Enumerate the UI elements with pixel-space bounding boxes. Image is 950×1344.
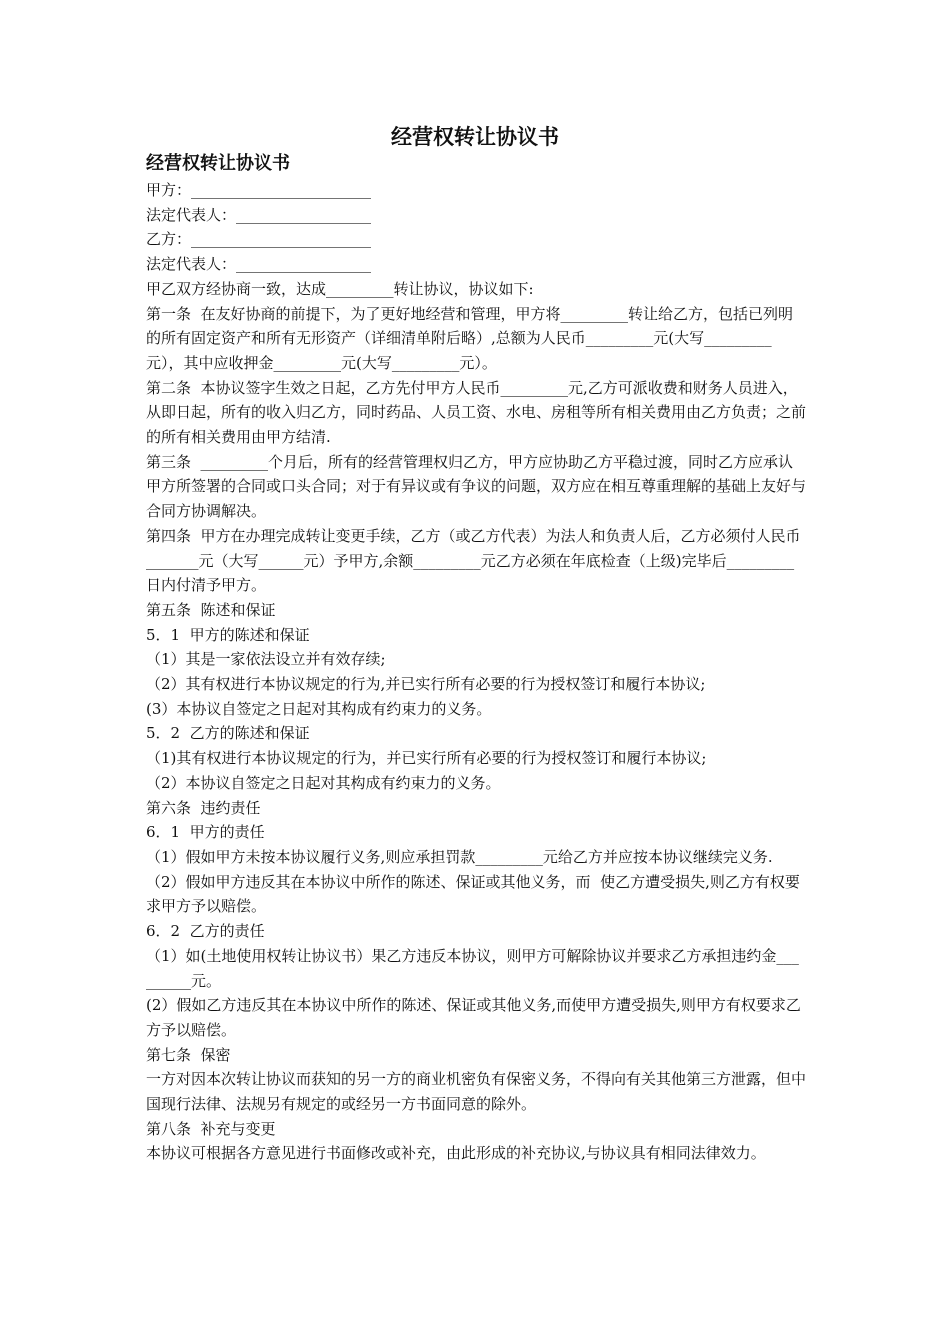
document-subtitle: 经营权转让协议书 <box>146 153 290 174</box>
party-a-representative-line: 法定代表人：__________________ <box>146 205 372 224</box>
section-5-2-item-1: （1)其有权进行本协议规定的行为，并已实行所有必要的行为授权签订和履行本协议; <box>146 749 707 768</box>
article-8-heading: 第八条 补充与变更 <box>146 1119 276 1138</box>
document-title: 经营权转让协议书 <box>391 124 559 149</box>
article-8-body: 本协议可根据各方意见进行书面修改或补充，由此形成的补充协议,与协议具有相同法律效力。 <box>146 1144 766 1163</box>
party-b-representative-line: 法定代表人：__________________ <box>146 255 372 274</box>
section-5-1-item-1: （1）其是一家依法设立并有效存续; <box>146 650 386 669</box>
section-6-1-heading: 6．1 甲方的责任 <box>146 823 265 842</box>
section-6-1-item-2: （2）假如甲方违反其在本协议中所作的陈述、保证或其他义务，而 使乙方遭受损失,则乙方有权要求甲方予以赔偿。 <box>146 872 800 916</box>
section-5-2-heading: 5．2 乙方的陈述和保证 <box>146 724 310 743</box>
party-block <box>146 178 806 277</box>
agreement-clauses <box>146 277 806 1166</box>
article-3: 第三条 _________个月后，所有的经营管理权归乙方，甲方应协助乙方平稳过渡，同时乙方应承认甲方所签署的合同或口头合同；对于有异议或有争议的问题，双方应在相互尊重理解的基础上友好与合同方协调解决。 <box>146 452 807 521</box>
article-5-heading: 第五条 陈述和保证 <box>146 600 276 619</box>
article-6-heading: 第六条 违约责任 <box>146 798 261 817</box>
section-6-2-item-2: (2）假如乙方违反其在本协议中所作的陈述、保证或其他义务,而使甲方遭受损失,则甲方有权要求乙方予以赔偿。 <box>146 996 801 1039</box>
article-2: 第二条 本协议签字生效之日起，乙方先付甲方人民币_________元,乙方可派收费和财务人员进入，从即日起，所有的收入归乙方，同时药品、人员工资、水电、房租等所有相关费用由乙方负责；之前的所有相关费用由甲方结清. <box>146 378 807 447</box>
party-b-line: 乙方：________________________ <box>146 230 372 249</box>
section-6-2-item-1: （1）如(土地使用权转让协议书）果乙方违反本协议，则甲方可解除协议并要求乙方承担违约金_________元。 <box>146 946 799 990</box>
section-5-1-item-2: （2）其有权进行本协议规定的行为,并已实行所有必要的行为授权签订和履行本协议; <box>146 675 706 694</box>
party-a-line: 甲方：________________________ <box>146 181 372 199</box>
document-body <box>146 150 806 1166</box>
section-6-2-heading: 6．2 乙方的责任 <box>146 922 265 941</box>
intro-paragraph: 甲乙双方经协商一致，达成_________转让协议，协议如下: <box>146 279 534 298</box>
article-7-body: 一方对因本次转让协议而获知的另一方的商业机密负有保密义务，不得向有关其他第三方泄露，但中国现行法律、法规另有规定的或经另一方书面同意的除外。 <box>146 1070 807 1114</box>
article-7-heading: 第七条 保密 <box>146 1045 231 1064</box>
section-5-1-heading: 5．1 甲方的陈述和保证 <box>146 625 310 644</box>
article-1: 第一条 在友好协商的前提下，为了更好地经营和管理，甲方将_________转让给乙方，包括已列明的所有固定资产和所有无形资产（详细清单附后略）,总额为人民币_________元(大写_________元），其中应收押金_________元(大写_________元）。 <box>146 304 794 372</box>
section-6-1-item-1: （1）假如甲方未按本协议履行义务,则应承担罚款_________元给乙方并应按本协议继续完义务. <box>146 847 773 866</box>
article-4: 第四条 甲方在办理完成转让变更手续，乙方（或乙方代表）为法人和负责人后，乙方必须付人民币_______元（大写______元）予甲方,余额_________元乙方必须在年底检查（上级)完毕后_________日内付清予甲方。 <box>146 526 801 595</box>
section-5-2-item-2: （2）本协议自签定之日起对其构成有约束力的义务。 <box>146 773 501 792</box>
section-5-1-item-3: (3）本协议自签定之日起对其构成有约束力的义务。 <box>146 699 492 718</box>
